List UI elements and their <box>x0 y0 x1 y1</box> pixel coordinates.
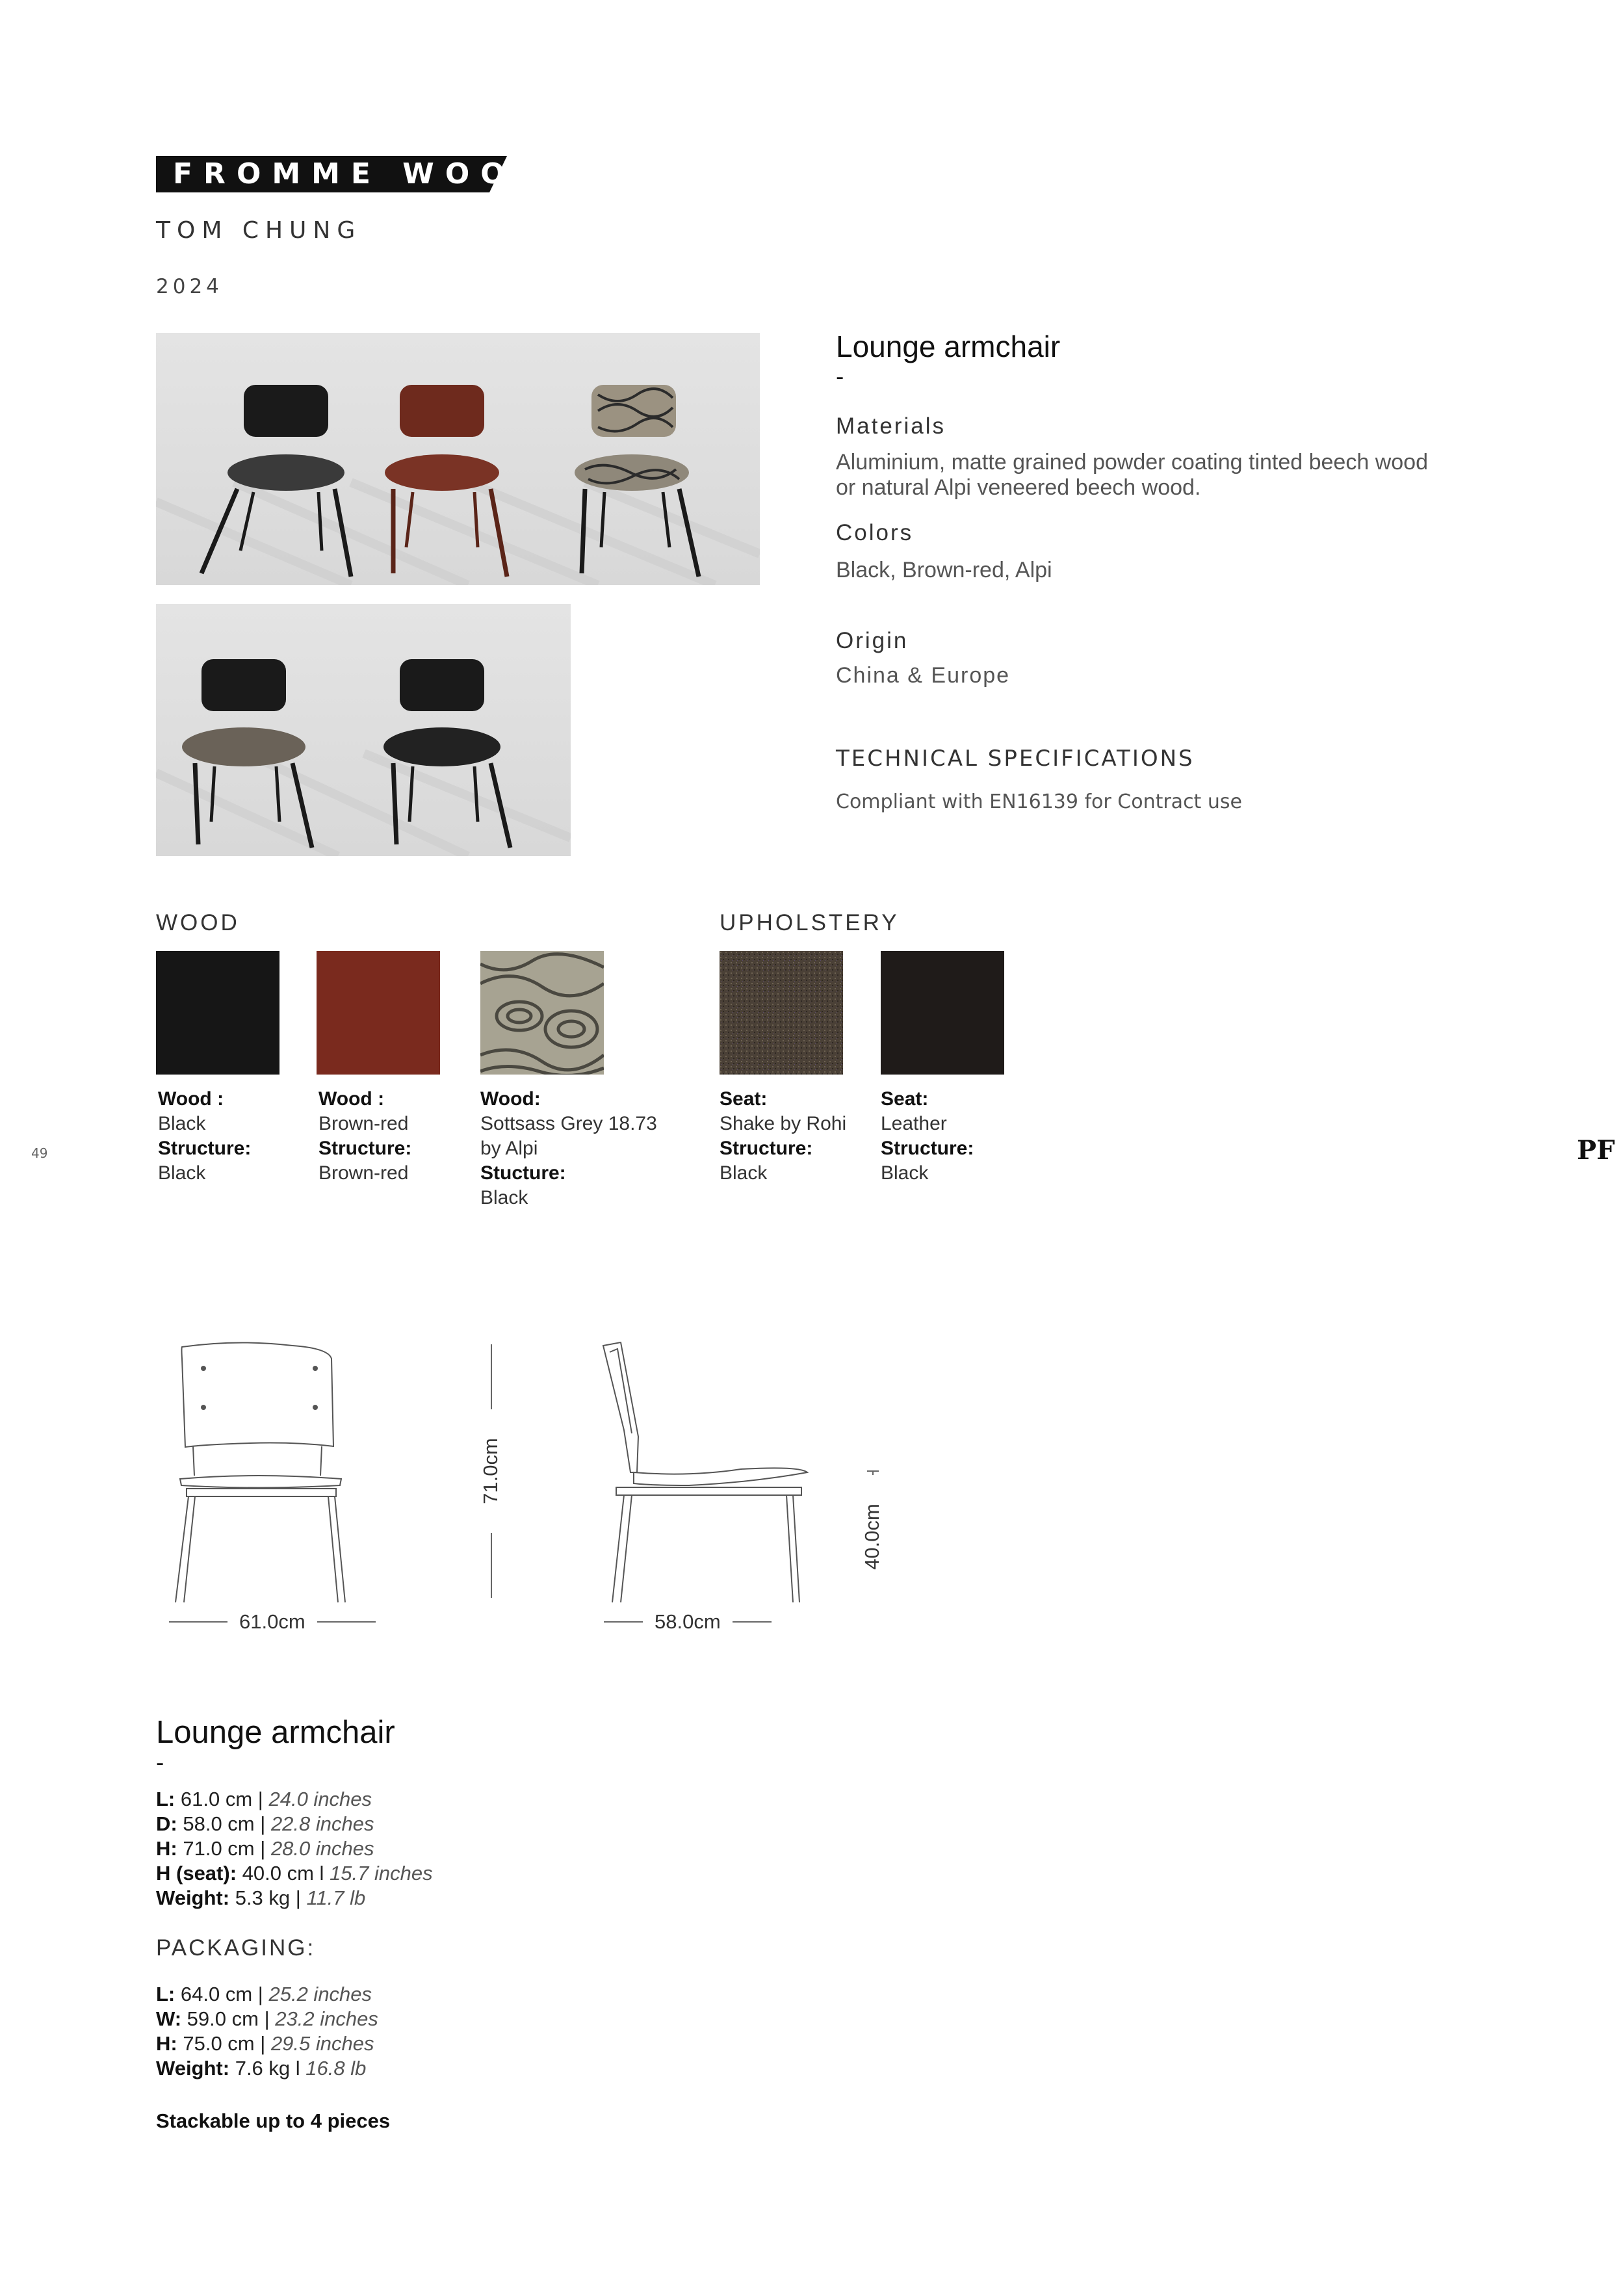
upholstery-section-label: UPHOLSTERY <box>720 910 900 935</box>
stackable-note: Stackable up to 4 pieces <box>156 2109 391 2132</box>
packaging-label: PACKAGING: <box>156 1935 316 1961</box>
product-photo-three-chairs <box>156 333 760 585</box>
side-view-drawing <box>598 1339 819 1612</box>
spec-weight: Weight: 5.3 kg | 11.7 lb <box>156 1886 366 1909</box>
year: 2024 <box>156 275 223 298</box>
materials-line: Aluminium, matte grained powder coating tinted beech wood <box>836 450 1428 475</box>
chair-brown-red <box>385 385 507 577</box>
spec-depth: D: 58.0 cm | 22.8 inches <box>156 1812 374 1835</box>
packaging-weight: Weight: 7.6 kg l 16.8 lb <box>156 2057 367 2080</box>
dimension-width: 61.0cm <box>169 1610 376 1634</box>
materials-text <box>836 450 1499 501</box>
spec-height: H: 71.0 cm | 28.0 inches <box>156 1837 374 1860</box>
spec-title: Lounge armchair <box>156 1715 395 1750</box>
finish-caption-upholstery-leather: Seat: Leather Structure: Black <box>881 1088 974 1184</box>
packaging-width: W: 59.0 cm | 23.2 inches <box>156 2007 378 2030</box>
front-view-drawing <box>166 1339 426 1612</box>
chair-upholstered-leather <box>383 659 510 848</box>
dimension-tick <box>867 1470 879 1472</box>
swatch-upholstery-leather <box>881 951 1004 1075</box>
origin-text: China & Europe <box>836 663 1011 688</box>
swatch-wood-brown-red <box>317 951 440 1075</box>
swatch-wood-sottsass-grey <box>480 951 604 1075</box>
spec-seat-height: H (seat): 40.0 cm l 15.7 inches <box>156 1862 433 1885</box>
packaging-length: L: 64.0 cm | 25.2 inches <box>156 1983 372 2005</box>
page-number: 49 <box>31 1145 48 1161</box>
colors-text: Black, Brown-red, Alpi <box>836 558 1052 582</box>
finish-caption-wood-black: Wood : Black Structure: Black <box>158 1088 252 1184</box>
product-photo-upholstered-chairs <box>156 604 571 856</box>
spec-title-dash: - <box>156 1750 164 1776</box>
brand-logo: PF <box>1577 1135 1615 1166</box>
dimension-height: 71.0cm <box>478 1409 504 1533</box>
materials-label: Materials <box>836 413 946 439</box>
finish-caption-upholstery-shake: Seat: Shake by Rohi Structure: Black <box>720 1088 847 1184</box>
finish-caption-wood-sottsass: Wood: Sottsass Grey 18.73 by Alpi Stucture: Black <box>480 1088 657 1208</box>
product-title: Lounge armchair <box>836 330 1061 363</box>
designer-name: TOM CHUNG <box>156 217 362 244</box>
dimension-seat-height: 40.0cm <box>859 1475 885 1598</box>
colors-label: Colors <box>836 520 914 545</box>
swatch-wood-black <box>156 951 279 1075</box>
wood-section-label: WOOD <box>156 910 240 935</box>
technical-specifications-label: TECHNICAL SPECIFICATIONS <box>836 746 1195 772</box>
technical-specifications-text: Compliant with EN16139 for Contract use <box>836 790 1242 813</box>
origin-label: Origin <box>836 628 909 653</box>
packaging-height: H: 75.0 cm | 29.5 inches <box>156 2032 374 2055</box>
swatch-upholstery-shake <box>720 951 843 1075</box>
brand-name: FROMME WOOD <box>173 157 551 190</box>
chair-black <box>201 385 351 577</box>
dimension-depth: 58.0cm <box>604 1610 772 1634</box>
finish-caption-wood-brown-red: Wood : Brown-red Structure: Brown-red <box>318 1088 412 1184</box>
spec-length: L: 61.0 cm | 24.0 inches <box>156 1788 372 1810</box>
title-dash: - <box>836 364 844 390</box>
materials-line: or natural Alpi veneered beech wood. <box>836 475 1201 500</box>
